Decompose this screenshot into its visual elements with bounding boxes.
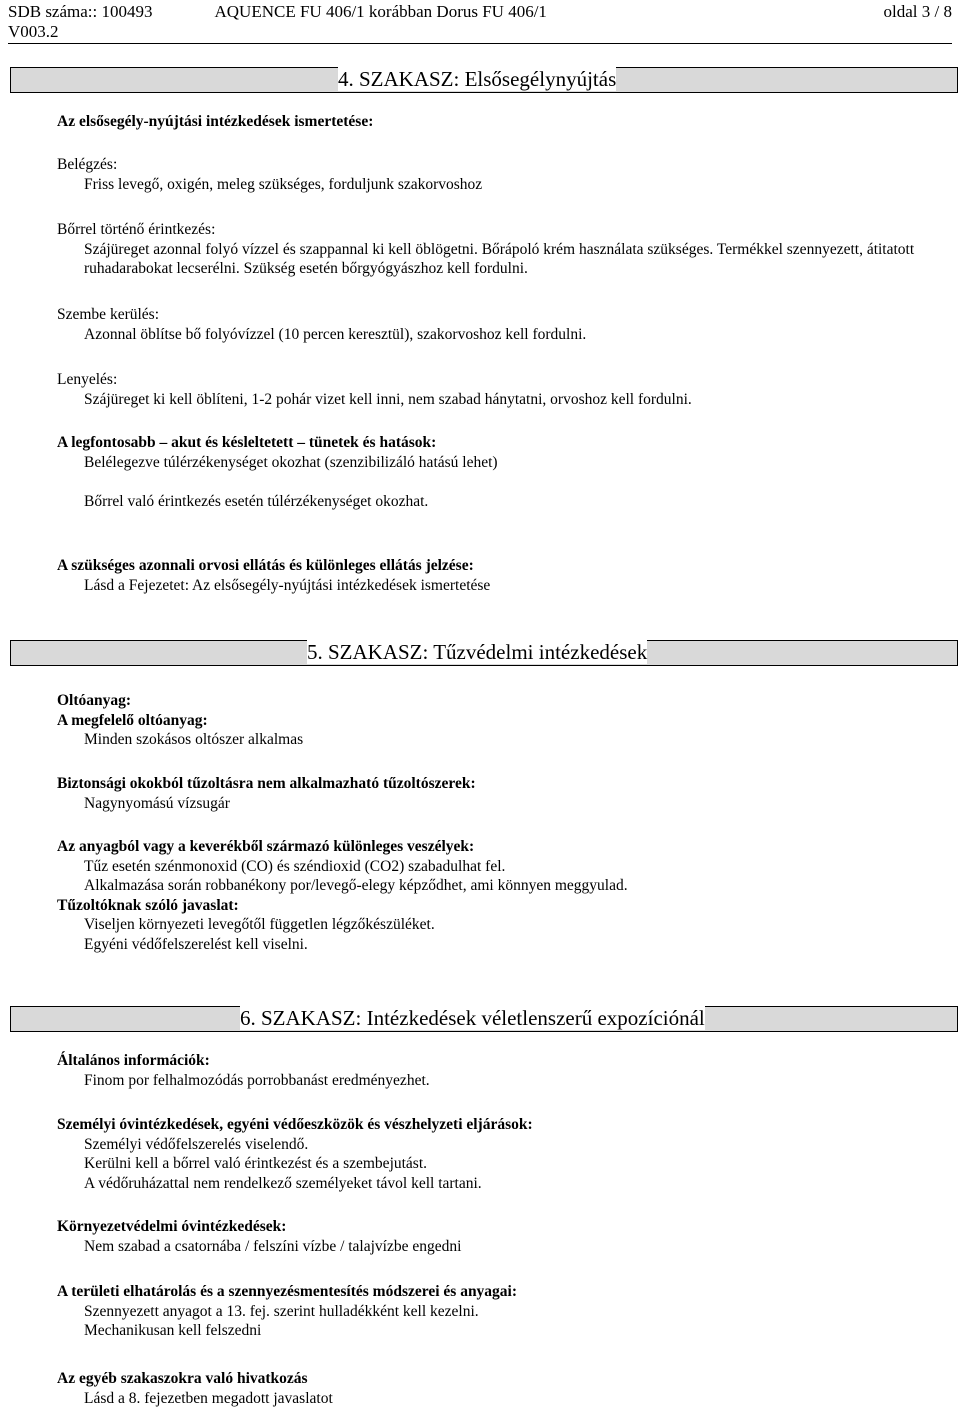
special-hazards-text-1: Tűz esetén szénmonoxid (CO) és széndioxid (CO2) szabadulhat fel. (84, 857, 506, 875)
firefighter-advice-text-1: Viseljen környezeti levegőtől független légzőkészüléket. (84, 916, 435, 933)
skin-contact-heading: Bőrrel történő érintkezés: (57, 221, 216, 238)
medical-attention-text: Lásd a Fejezetet: Az elsősegély-nyújtási intézkedések ismertetése (84, 576, 491, 594)
first-aid-measures-heading: Az elsősegély-nyújtási intézkedések ismertetése: (57, 113, 374, 130)
suitable-media-text: Minden szokásos oltószer alkalmas (84, 731, 304, 748)
ingestion-heading: Lenyelés: (57, 371, 118, 388)
symptoms-block (57, 433, 952, 472)
eye-contact-heading: Szembe kerülés: (57, 306, 160, 323)
containment-block (57, 1282, 952, 1341)
medical-attention-heading: A szükséges azonnali orvosi ellátás és különleges ellátás jelzése: (57, 557, 474, 574)
special-hazards-block (57, 837, 952, 954)
ingestion-block (57, 370, 952, 409)
personal-precautions-heading: Személyi óvintézkedések, egyéni védőeszközök és vészhelyzeti eljárások: (57, 1116, 533, 1133)
symptoms-block-2 (57, 492, 952, 512)
personal-precautions-text-1: Személyi védőfelszerelés viselendő. (84, 1135, 309, 1153)
section-4-title: 4. SZAKASZ: Elsősegélynyújtás (338, 67, 617, 91)
special-hazards-text-2: Alkalmazása során robbanékony por/levegő-elegy képződhet, ami könnyen meggyulad. (84, 877, 628, 894)
environmental-precautions-text: Nem szabad a csatornába / felszíni vízbe / talajvízbe engedni (84, 1237, 462, 1255)
section-6-title: 6. SZAKASZ: Intézkedések véletlenszerű expozíciónál (240, 1006, 705, 1030)
medical-attention-block (57, 556, 952, 595)
containment-heading: A területi elhatárolás és a szennyezésmentesítés módszerei és anyagai: (57, 1283, 518, 1300)
version: V003.2 (8, 22, 59, 41)
inhalation-heading: Belégzés: (57, 156, 118, 173)
environmental-precautions-heading: Környezetvédelmi óvintézkedések: (57, 1218, 287, 1235)
general-info-heading: Általános információk: (57, 1052, 210, 1069)
environmental-precautions-block (57, 1217, 952, 1256)
containment-text-1: Szennyezett anyagot a 13. fej. szerint hulladékként kell kezelni. (84, 1302, 479, 1320)
symptoms-heading: A legfontosabb – akut és késleltetett – tünetek és hatások: (57, 434, 437, 451)
firefighter-advice-text-2: Egyéni védőfelszerelést kell viselni. (84, 935, 308, 953)
eye-contact-block (57, 305, 952, 344)
skin-contact-block (57, 220, 952, 279)
header-divider (8, 43, 952, 44)
general-info-text: Finom por felhalmozódás porrobbanást eredményezhet. (84, 1071, 430, 1089)
personal-precautions-text-2: Kerülni kell a bőrrel való érintkezést és a szembejutást. (84, 1155, 428, 1172)
inhalation-block (57, 155, 952, 194)
unsuitable-media-text: Nagynyomású vízsugár (84, 794, 230, 812)
product-name: AQUENCE FU 406/1 korábban Dorus FU 406/1 (214, 2, 547, 21)
reference-block (57, 1369, 952, 1408)
personal-precautions-text-3: A védőruházattal nem rendelkező személyeket távol kell tartani. (84, 1174, 482, 1192)
special-hazards-heading: Az anyagból vagy a keverékből származó különleges veszélyek: (57, 838, 475, 855)
sdb-number: SDB száma:: 100493 (8, 2, 153, 21)
firefighter-advice-heading: Tűzoltóknak szóló javaslat: (57, 896, 239, 914)
reference-heading: Az egyéb szakaszokra való hivatkozás (57, 1370, 308, 1387)
containment-text-2: Mechanikusan kell felszedni (84, 1322, 262, 1339)
extinguishing-media-block (57, 691, 952, 750)
personal-precautions-block (57, 1115, 952, 1193)
eye-contact-text: Azonnal öblítse bő folyóvízzel (10 percen keresztül), szakorvoshoz kell fordulni. (84, 325, 587, 343)
unsuitable-media-heading: Biztonsági okokból tűzoltásra nem alkalmazható tűzoltószerek: (57, 775, 476, 792)
suitable-media-heading: A megfelelő oltóanyag: (57, 711, 208, 729)
general-info-block (57, 1051, 952, 1090)
ingestion-text: Szájüreget ki kell öblíteni, 1-2 pohár vizet kell inni, nem szabad hánytatni, orvoshoz kell fordulni. (84, 390, 692, 408)
reference-text: Lásd a 8. fejezetben megadott javaslatot (84, 1389, 333, 1407)
skin-contact-text: Szájüreget azonnal folyó vízzel és szappannal ki kell öblögetni. Bőrápoló krém használata szükséges. Termékkel szennyezett, átitatott ruhadarabokat lecserélni. Szükség esetén bőrgyógyászhoz kell fordulni. (84, 240, 915, 277)
header-line (8, 2, 547, 22)
page-number: oldal 3 / 8 (883, 2, 952, 21)
symptoms-text-2: Bőrrel való érintkezés esetén túlérzékenységet okozhat. (84, 493, 429, 510)
section-5-title: 5. SZAKASZ: Tűzvédelmi intézkedések (307, 640, 648, 664)
inhalation-text: Friss levegő, oxigén, meleg szükséges, forduljunk szakorvoshoz (84, 175, 483, 193)
symptoms-text-1: Belélegezve túlérzékenységet okozhat (szenzibilizáló hatású lehet) (84, 453, 498, 471)
section-4-body (57, 112, 952, 132)
unsuitable-media-block (57, 774, 952, 813)
extinguishing-media-heading: Oltóanyag: (57, 692, 132, 709)
